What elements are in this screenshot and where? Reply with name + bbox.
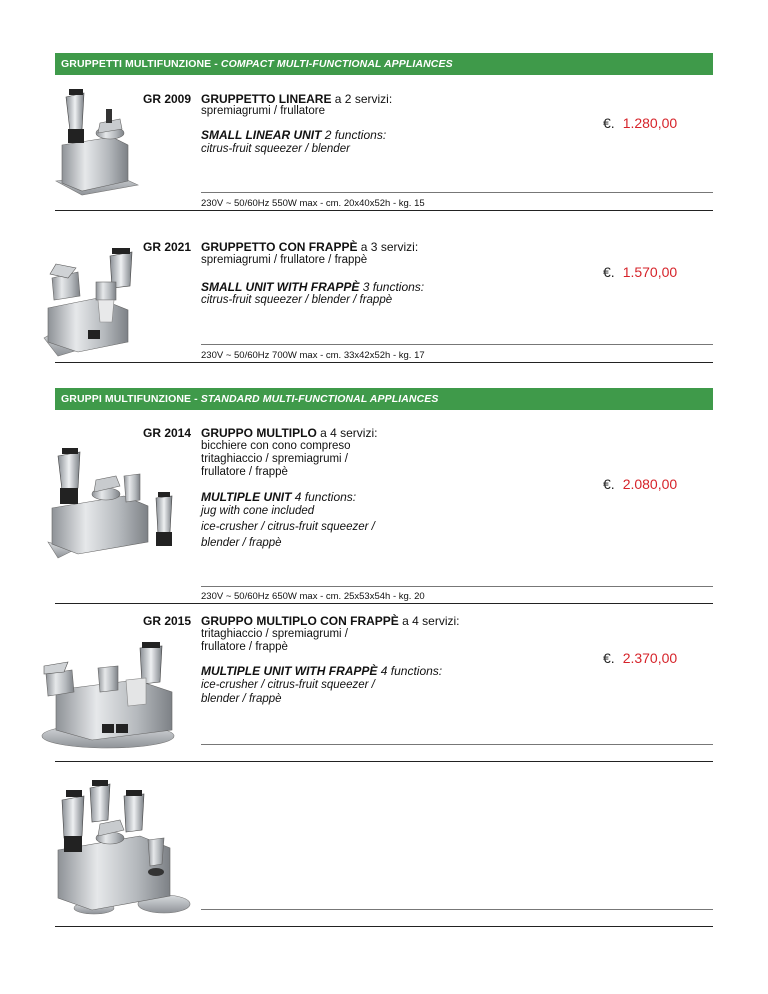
description-it: tritaghiaccio / spremiagrumi / <box>201 628 348 640</box>
product-services: a 2 servizi: <box>331 92 393 106</box>
product-code: GR 2009 <box>143 92 192 106</box>
product-image-gr2009 <box>52 85 142 200</box>
product-separator <box>55 210 713 211</box>
price-value: 2.370,00 <box>622 650 678 666</box>
product-price <box>603 264 677 280</box>
section-title-en: STANDARD MULTI-FUNCTIONAL APPLIANCES <box>200 393 439 405</box>
description-en: ice-crusher / citrus-fruit squeezer / <box>201 521 375 533</box>
section-title-it: GRUPPI MULTIFUNZIONE <box>61 393 192 405</box>
product-functions: 2 functions: <box>321 128 387 142</box>
description-en: blender / frappè <box>201 537 282 549</box>
description-en: citrus-fruit squeezer / blender / frappè <box>201 294 393 306</box>
description-it: frullatore / frappè <box>201 641 288 653</box>
section-header-compact <box>55 53 713 75</box>
product-image-gr2015 <box>36 640 186 752</box>
product-title-en <box>201 280 424 294</box>
currency-symbol: €. <box>603 650 615 666</box>
product-title-it <box>201 426 377 440</box>
product-image-gr2021 <box>38 238 142 358</box>
product-code: GR 2021 <box>143 240 192 254</box>
product-functions: 4 functions: <box>377 664 443 678</box>
product-separator <box>55 362 713 363</box>
product-specs: 230V ~ 50/60Hz 700W max - cm. 33x42x52h - kg. 17 <box>201 350 425 361</box>
product-title-it <box>201 92 392 106</box>
divider <box>201 192 713 193</box>
product-specs: 230V ~ 50/60Hz 650W max - cm. 25x53x54h - kg. 20 <box>201 591 425 602</box>
product-name-bold: GRUPPETTO LINEARE <box>201 92 332 106</box>
description-en: ice-crusher / citrus-fruit squeezer / <box>201 679 375 691</box>
product-separator <box>55 603 713 604</box>
section-title-it: GRUPPETTI MULTIFUNZIONE <box>61 58 212 70</box>
product-title-en <box>201 664 442 678</box>
product-specs: 230V ~ 50/60Hz 550W max - cm. 20x40x52h - kg. 15 <box>201 198 425 209</box>
description-en: jug with cone included <box>201 505 315 517</box>
divider <box>201 344 713 345</box>
product-name-bold: GRUPPO MULTIPLO <box>201 426 317 440</box>
currency-symbol: €. <box>603 476 615 492</box>
product-title-en <box>201 490 356 504</box>
currency-symbol: €. <box>603 264 615 280</box>
page-bottom-rule <box>55 926 713 927</box>
product-name-en-bold: SMALL UNIT WITH FRAPPÈ <box>201 280 360 294</box>
product-services: a 3 servizi: <box>357 240 419 254</box>
product-image-gr2014 <box>44 446 184 566</box>
product-name-bold: GRUPPETTO CON FRAPPÈ <box>201 240 358 254</box>
product-separator <box>55 761 713 762</box>
price-value: 2.080,00 <box>622 476 678 492</box>
section-separator: - <box>211 58 221 70</box>
section-title-en: COMPACT MULTI-FUNCTIONAL APPLIANCES <box>220 58 453 70</box>
description-it: spremiagrumi / frullatore <box>201 105 325 117</box>
divider <box>201 744 713 745</box>
description-en: citrus-fruit squeezer / blender <box>201 143 350 155</box>
product-image-large-unit <box>44 780 194 922</box>
price-value: 1.570,00 <box>622 264 678 280</box>
product-title-it <box>201 240 418 254</box>
product-code: GR 2015 <box>143 614 192 628</box>
product-title-en <box>201 128 386 142</box>
description-en: blender / frappè <box>201 693 282 705</box>
product-services: a 4 servizi: <box>398 614 460 628</box>
section-separator: - <box>191 393 201 405</box>
divider <box>201 586 713 587</box>
description-it: spremiagrumi / frullatore / frappè <box>201 254 368 266</box>
product-functions: 3 functions: <box>359 280 425 294</box>
product-price <box>603 476 677 492</box>
product-code: GR 2014 <box>143 426 192 440</box>
description-it: bicchiere con cono compreso <box>201 440 351 452</box>
product-name-en-bold: SMALL LINEAR UNIT <box>201 128 322 142</box>
description-it: frullatore / frappè <box>201 466 288 478</box>
product-title-it <box>201 614 459 628</box>
description-it: tritaghiaccio / spremiagrumi / <box>201 453 348 465</box>
product-name-bold: GRUPPO MULTIPLO CON FRAPPÈ <box>201 614 399 628</box>
product-name-en-bold: MULTIPLE UNIT WITH FRAPPÈ <box>201 664 378 678</box>
price-value: 1.280,00 <box>622 115 678 131</box>
product-name-en-bold: MULTIPLE UNIT <box>201 490 292 504</box>
product-price <box>603 650 677 666</box>
product-functions: 4 functions: <box>291 490 357 504</box>
product-services: a 4 servizi: <box>316 426 378 440</box>
currency-symbol: €. <box>603 115 615 131</box>
product-price <box>603 115 677 131</box>
divider <box>201 909 713 910</box>
section-header-standard <box>55 388 713 410</box>
